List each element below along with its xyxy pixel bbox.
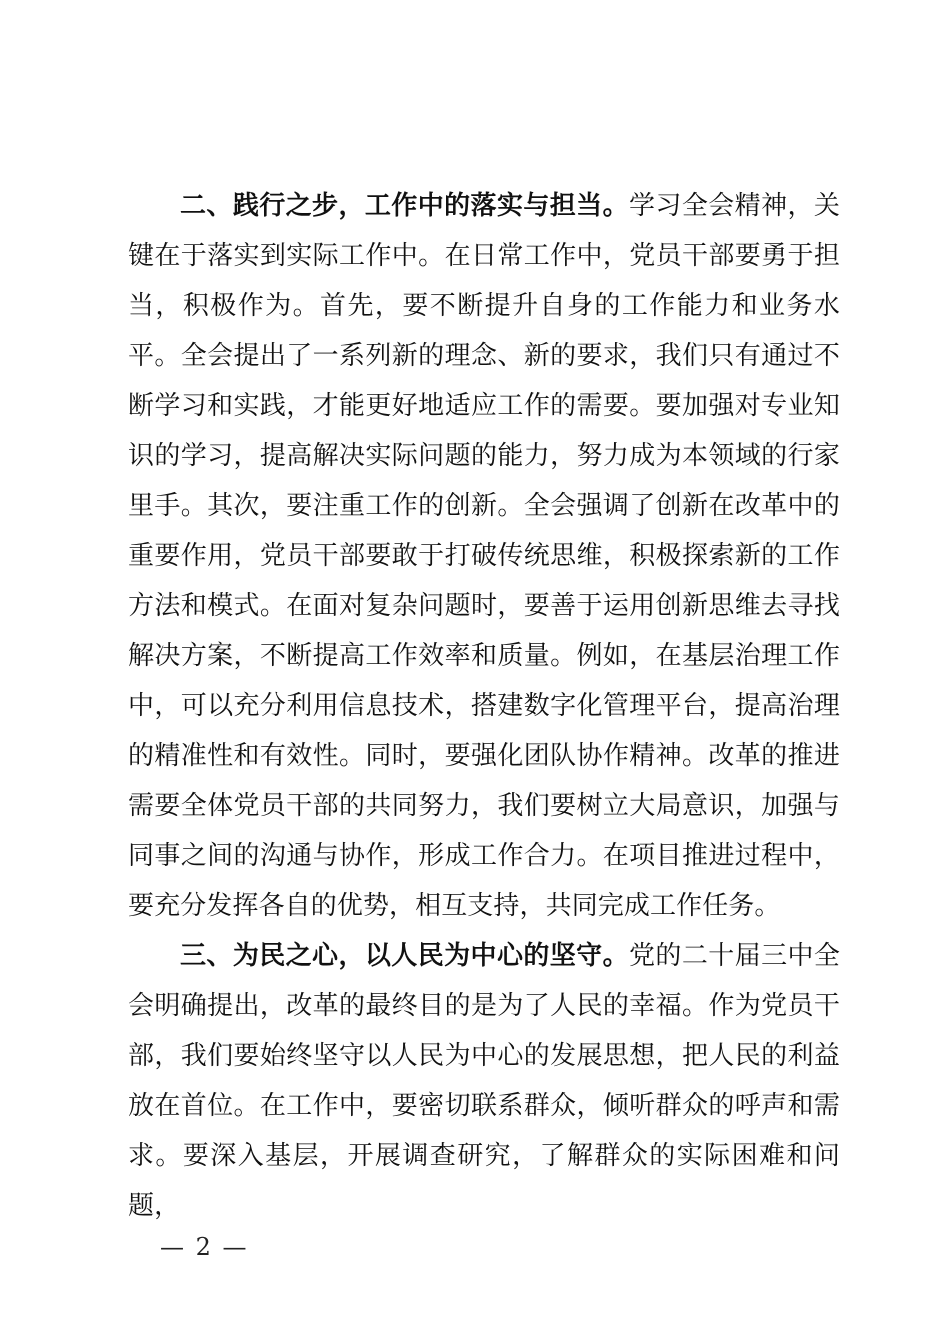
paragraph-section-2 [128, 181, 840, 931]
section-3-heading: 三、为民之心，以人民为中心的坚守。 [180, 941, 630, 971]
section-2-heading: 二、践行之步，工作中的落实与担当。 [180, 191, 630, 221]
section-2-text: 学习全会精神，关键在于落实到实际工作中。在日常工作中，党员干部要勇于担当，积极作为。首先，要不断提升自身的工作能力和业务水平。全会提出了一系列新的理念、新的要求，我们只有通过不断学习和实践，才能更好地适应工作的需要。要加强对专业知识的学习，提高解决实际问题的能力，努力成为本领域的行家里手。其次，要注重工作的创新。全会强调了创新在改革中的重要作用，党员干部要敢于打破传统思维，积极探索新的工作方法和模式。在面对复杂问题时，要善于运用创新思维去寻找解决方案，不断提高工作效率和质量。例如，在基层治理工作中，可以充分利用信息技术，搭建数字化管理平台，提高治理的精准性和有效性。同时，要强化团队协作精神。改革的推进需要全体党员干部的共同努力，我们要树立大局意识，加强与同事之间的沟通与协作，形成工作合力。在项目推进过程中，要充分发挥各自的优势，相互支持，共同完成工作任务。 [128, 191, 840, 921]
paragraph-section-3 [128, 931, 840, 1231]
document-body [128, 181, 840, 1231]
page-number: — 2 — [160, 1233, 249, 1261]
section-3-text: 党的二十届三中全会明确提出，改革的最终目的是为了人民的幸福。作为党员干部，我们要始终坚守以人民为中心的发展思想，把人民的利益放在首位。在工作中，要密切联系群众，倾听群众的呼声和需求。要深入基层，开展调查研究，了解群众的实际困难和问题， [128, 941, 840, 1221]
